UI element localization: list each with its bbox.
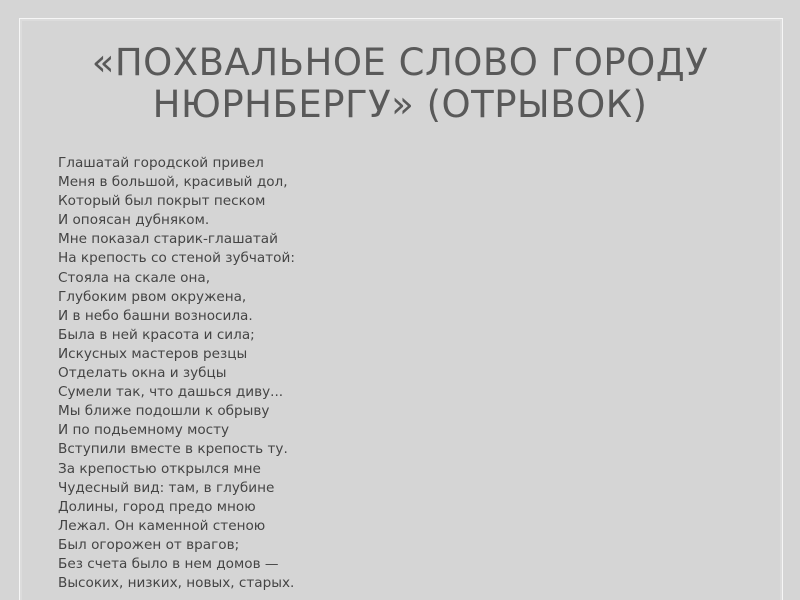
- poem-line: Отделать окна и зубцы: [58, 365, 227, 382]
- poem-line: Мы ближе подошли к обрыву: [58, 403, 270, 420]
- slide-title-line-2: НЮРНБЕРГУ» (ОТРЫВОК): [152, 83, 648, 126]
- poem-line: На крепость со стеной зубчатой:: [58, 250, 295, 267]
- poem-line: И в небо башни возносила.: [58, 307, 253, 324]
- poem-line: Сумели так, что дашься диву...: [58, 384, 284, 401]
- poem-line: За крепостью открылся мне: [58, 460, 261, 477]
- poem-line: И по подьемному мосту: [58, 422, 230, 439]
- poem-line: Высоких, низких, новых, старых.: [58, 575, 295, 592]
- poem-line: Мне показал старик-глашатай: [58, 231, 278, 248]
- poem-line: Чудесный вид: там, в глубине: [58, 479, 275, 496]
- slide-title: [40, 42, 760, 126]
- poem-text: [58, 154, 478, 593]
- poem-line: Глашатай городской привел: [58, 155, 264, 171]
- poem-line: Искусных мастеров резцы: [58, 345, 248, 362]
- slide-title-line-1: «ПОХВАЛЬНОЕ СЛОВО ГОРОДУ: [91, 41, 709, 84]
- poem-line: Лежал. Он каменной стеною: [58, 517, 266, 534]
- poem-line: Был огорожен от врагов;: [58, 536, 240, 553]
- poem-line: Который был покрыт песком: [58, 193, 266, 210]
- poem-line: Стояла на скале она,: [58, 269, 211, 286]
- poem-line: Долины, город предо мною: [58, 498, 256, 515]
- poem-line: Была в ней красота и сила;: [58, 326, 255, 343]
- poem-line: И опоясан дубняком.: [58, 212, 210, 229]
- poem-line: Глубоким рвом окружена,: [58, 288, 247, 305]
- poem-line: Вступили вместе в крепость ту.: [58, 441, 288, 458]
- poem-line: Меня в большой, красивый дол,: [58, 174, 288, 191]
- poem-line: Без счета было в нем домов —: [58, 555, 279, 572]
